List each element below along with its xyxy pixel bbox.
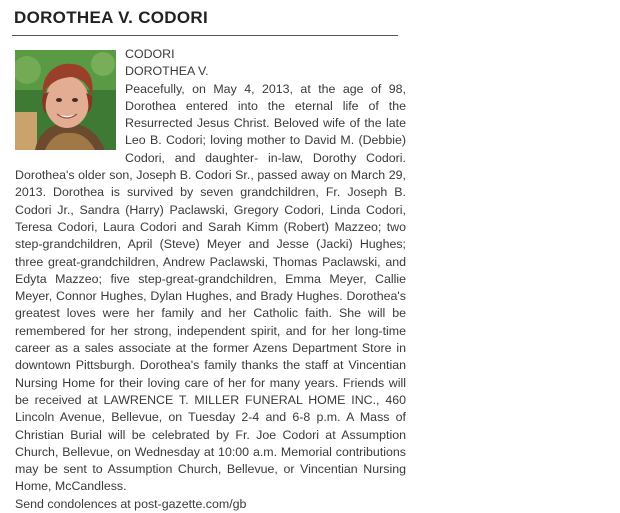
page-title: DOROTHEA V. CODORI (14, 8, 208, 27)
obituary-content (15, 46, 406, 513)
obituary-body: Peacefully, on May 4, 2013, at the age of 98, Dorothea entered into the eternal life of the Resurrected Jesus Christ. Beloved wife of the late Leo B. Codori; loving mother to David M. (Debbie) Codori, and daughter- in-law, Dorothy Codori. Dorothea's older son, Joseph B. Codori Sr., passed away on March 29, 2013. Dorothea is survived by seven grandchildren, Fr. Joseph B. Codori Jr., Sandra (Harry) Paclawski, Gregory Codori, Linda Codori, Teresa Codori, Laura Codori and Sarah Kimm (Robert) Mazzeo; two step-grandchildren, April (Steve) Meyer and Jesse (Jacki) Hughes; three great-grandchildren, Andrew Paclawski, Thomas Paclawski, and Edyta Mazzeo; five step-great-grandchildren, Emma Meyer, Callie Meyer, Connor Hughes, Dylan Hughes, and Brady Hughes. Dorothea's greatest loves were her family and her Catholic faith. She will be remembered for her strong, independent spirit, and for her long-time career as a sales associate at the former Azens Department Store in downtown Pittsburgh. Dorothea's family thanks the staff at Vincentian Nursing Home for their loving care of her for many years. Friends will be received at LAWRENCE T. MILLER FUNERAL HOME INC., 460 Lincoln Avenue, Bellevue, on Tuesday 2-4 and 6-8 p.m. A Mass of Christian Burial will be celebrated by Fr. Joe Codori at Assumption Church, Bellevue, on Wednesday at 10:00 a.m. Memorial contributions may be sent to Assumption Church, Bellevue, or Vincentian Nursing Home, McCandless. (15, 81, 406, 494)
condolences-line: Send condolences at post-gazette.com/gb (15, 496, 247, 511)
title-divider (12, 35, 398, 36)
obituary-surname: CODORI (125, 47, 175, 61)
obituary-given-name: DOROTHEA V. (125, 64, 209, 79)
portrait-photo (15, 50, 116, 150)
